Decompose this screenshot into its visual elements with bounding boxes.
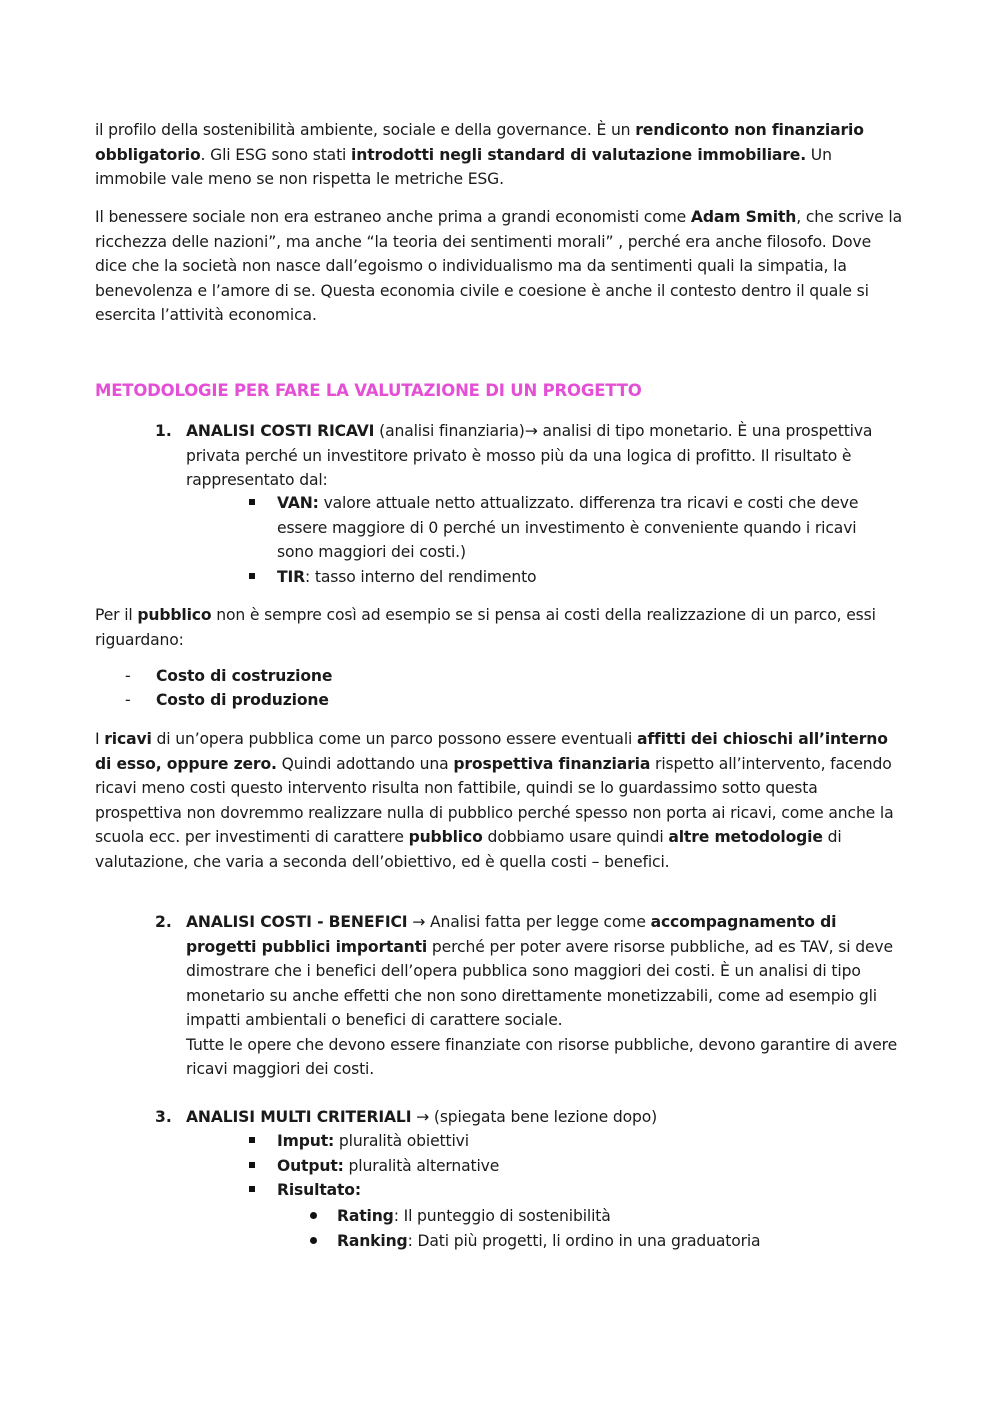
text: pluralità obiettivi (334, 1132, 469, 1150)
section-heading: METODOLOGIE PER FARE LA VALUTAZIONE DI UN PROGETTO (95, 381, 642, 400)
text: rispetto all’intervento, facendo ricavi meno costi questo intervento risulta non fattibile, quindi se lo guardassimo sotto questa prospettiva non dovremmo realizzare nulla di pubblico perché spesso non porta ai ricavi, come anche la scuola ecc. per investimenti di carattere (95, 754, 894, 846)
square-bullet-icon (249, 1137, 255, 1143)
text: Quindi adottando una (276, 754, 454, 773)
text: non è sempre così ad esempio se si pensa ai costi della realizzazione di un parco, essi riguardano: (95, 606, 876, 649)
paragraph-pubblico (95, 603, 905, 652)
bullet-label: TIR (277, 568, 305, 586)
bold-text: pubblico (408, 828, 483, 846)
text: , che scrive la ricchezza delle nazioni”, ma anche “la teoria dei sentimenti morali” , perché era anche filosofo. Dove dice che la società non nasce dall’egoismo o individualismo ma da sentimenti quali la simpatia, la benevolenza e l’amore di se. Questa economia civile e coesione è anche il contesto dentro il quale si esercita l’attività economica. (95, 208, 903, 324)
item-title: ANALISI MULTI CRITERIALI (186, 1108, 412, 1126)
list-number: 2. (155, 913, 172, 931)
list-item-analisi-multi-criteriali (186, 1105, 901, 1130)
sub-bullet-ranking (337, 1229, 897, 1254)
bold-text: accompagnamento di progetti pubblici importanti (186, 913, 837, 956)
bullet-output (277, 1154, 877, 1179)
bold-text: introdotti negli standard di valutazione immobiliare. (351, 145, 806, 164)
bold-text: rendiconto non finanziario obbligatorio (95, 121, 864, 164)
dash-icon: - (125, 667, 131, 685)
square-bullet-icon (249, 1186, 255, 1192)
text: il profilo della sostenibilità ambiente, sociale e della governance. È un (95, 121, 636, 139)
paragraph-adam-smith (95, 205, 905, 328)
dash-icon: - (125, 691, 131, 709)
dash-item: Costo di produzione (156, 691, 329, 709)
bold-text: prospettiva finanziaria (453, 754, 651, 773)
text: Tutte le opere che devono essere finanziate con risorse pubbliche, devono garantire di avere ricavi maggiori dei costi. (186, 1035, 898, 1078)
round-bullet-icon (310, 1212, 317, 1219)
square-bullet-icon (249, 1162, 255, 1168)
text: → Analisi fatta per legge come (407, 913, 651, 931)
bullet-label: Output: (277, 1157, 344, 1175)
text: pluralità alternative (343, 1157, 500, 1175)
bold-text: altre metodologie (668, 828, 823, 846)
list-number: 1. (155, 422, 172, 440)
bold-text: Adam Smith (690, 208, 797, 226)
text: di valutazione, che varia a seconda dell’obiettivo, ed è quella costi – benefici. (95, 828, 842, 871)
bullet-label: Rating (337, 1207, 394, 1225)
list-number: 3. (155, 1108, 172, 1126)
text: valore attuale netto attualizzato. differenza tra ricavi e costi che deve essere maggiore di 0 perché un investimento è conveniente quando i ricavi sono maggiori dei costi.) (277, 494, 859, 561)
square-bullet-icon (249, 573, 255, 579)
text: Per il (95, 606, 138, 624)
text: : Il punteggio di sostenibilità (393, 1207, 611, 1225)
bullet-label: Risultato: (277, 1181, 361, 1199)
text: I (95, 730, 105, 748)
text: : tasso interno del rendimento (305, 568, 537, 586)
item-title: ANALISI COSTI - BENEFICI (186, 913, 408, 931)
list-item-analisi-costi-ricavi (186, 419, 901, 493)
bullet-imput (277, 1129, 877, 1154)
bold-text: ricavi (104, 730, 152, 748)
paragraph-ricavi (95, 727, 905, 874)
paragraph-esg (95, 118, 905, 192)
bold-text: affitti dei chioschi all’interno di esso, oppure zero. (95, 730, 888, 773)
bullet-label: VAN: (277, 494, 319, 512)
dash-item: Costo di costruzione (156, 667, 333, 685)
bullet-van (277, 491, 877, 565)
item-title: ANALISI COSTI RICAVI (186, 422, 375, 440)
text: dobbiamo usare quindi (482, 828, 669, 846)
round-bullet-icon (310, 1237, 317, 1244)
bullet-label: Ranking (337, 1232, 408, 1250)
list-item-analisi-costi-benefici (186, 910, 901, 1082)
bold-text: pubblico (137, 606, 212, 624)
text: . Gli ESG sono stati (200, 145, 352, 164)
text: (analisi finanziaria)→ analisi di tipo monetario. È una prospettiva privata perché un investitore privato è mosso più da una logica di profitto. Il risultato è rappresentato dal: (186, 422, 873, 489)
sub-bullet-rating (337, 1204, 897, 1229)
text: → (spiegata bene lezione dopo) (411, 1108, 658, 1126)
bullet-tir (277, 565, 877, 590)
text: Il benessere sociale non era estraneo anche prima a grandi economisti come (95, 208, 691, 226)
text: perché per poter avere risorse pubbliche, ad es TAV, si deve dimostrare che i benefici dell’opera pubblica sono maggiori dei costi. È un analisi di tipo monetario su anche effetti che non sono direttamente monetizzabili, come ad esempio gli impatti ambientali o benefici di carattere sociale. (186, 937, 893, 1029)
bullet-risultato (277, 1178, 877, 1203)
text: di un’opera pubblica come un parco possono essere eventuali (151, 730, 637, 748)
text: : Dati più progetti, li ordino in una graduatoria (407, 1232, 761, 1250)
square-bullet-icon (249, 499, 255, 505)
bullet-label: Imput: (277, 1132, 335, 1150)
text: Un immobile vale meno se non rispetta le metriche ESG. (95, 145, 832, 188)
